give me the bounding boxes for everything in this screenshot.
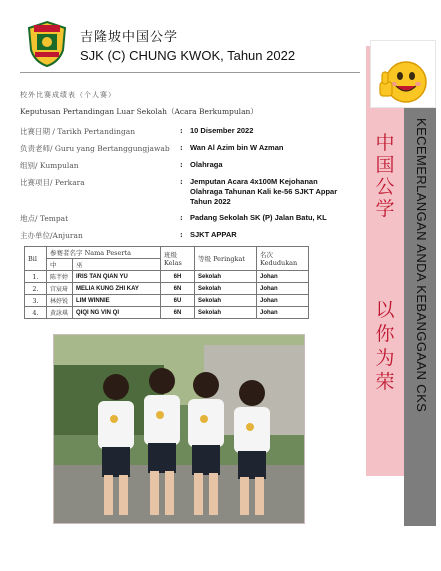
row-kedudukan: Johan	[257, 271, 309, 283]
organizer-value: SJKT APPAR	[190, 230, 237, 239]
event-value: Jemputan Acara 4x100M Kejohanan Olahraga Tahunan Kali ke-56 SJKT Appar Tahun 2022	[190, 177, 338, 206]
group-value: Olahraga	[190, 160, 223, 169]
row-peringkat: Sekolah	[195, 295, 257, 307]
competition-title: Keputusan Pertandingan Luar Sekolah（Acara Berkumpulan）	[20, 107, 258, 116]
date-value: 10 Disember 2022	[190, 126, 254, 135]
team-photo	[53, 334, 305, 524]
organizer-label: 主办单位/Anjuran	[20, 231, 83, 240]
group-label: 组别/ Kumpulan	[20, 161, 79, 170]
row-peringkat: Sekolah	[195, 271, 257, 283]
row-name: QIQI NG VIN QI	[73, 307, 161, 319]
date-label: 比赛日期 / Tarikh Pertandingan	[20, 127, 136, 136]
row-peringkat: Sekolah	[195, 283, 257, 295]
school-name-chinese: 吉隆坡中国公学	[80, 30, 179, 45]
table-header-row	[25, 247, 309, 259]
table-row	[25, 283, 309, 295]
header-divider	[20, 72, 360, 73]
header-kedudukan: 名次 Kedudukan	[257, 247, 309, 271]
vertical-slogan	[406, 118, 434, 478]
teacher-value: Wan Al Azim bin W Azman	[190, 143, 284, 152]
slogan-chinese-bottom: 以 你 为 荣	[375, 299, 395, 393]
row-number: 3.	[25, 295, 47, 307]
row-kedudukan: Johan	[257, 307, 309, 319]
document-title: 校外比赛成绩表（个人赛）	[20, 91, 116, 99]
row-name: LIM WINNIE	[73, 295, 161, 307]
school-name-english: SJK (C) CHUNG KWOK, Tahun 2022	[80, 48, 296, 63]
event-colon: :	[180, 177, 183, 186]
thumbs-up-smiley-icon	[374, 52, 430, 108]
banner-pink-band	[366, 46, 404, 476]
organizer-colon: :	[180, 230, 183, 239]
date-colon: :	[180, 126, 183, 135]
row-kelas: 6N	[161, 283, 195, 295]
row-name-cn: 黄詠琪	[47, 307, 73, 319]
row-peringkat: Sekolah	[195, 307, 257, 319]
row-name: MELIA KUNG ZHI KAY	[73, 283, 161, 295]
row-kelas: 6U	[161, 295, 195, 307]
venue-value: Padang Sekolah SK (P) Jalan Batu, KL	[190, 213, 327, 222]
school-crest-logo	[26, 20, 68, 68]
header-kelas: 班级 Kelas	[161, 247, 195, 271]
venue-colon: :	[180, 213, 183, 222]
row-kedudukan: Johan	[257, 283, 309, 295]
table-row	[25, 271, 309, 283]
table-row	[25, 307, 309, 319]
row-name-cn: 宫宸琦	[47, 283, 73, 295]
row-name: IRIS TAN QIAN YU	[73, 271, 161, 283]
header-peringkat: 等级 Peringkat	[195, 247, 257, 271]
event-label: 比赛项目/ Perkara	[20, 178, 85, 187]
row-kelas: 6N	[161, 307, 195, 319]
header-name: 参赛者名字 Nama Peserta	[47, 247, 161, 259]
header-bil: Bil	[25, 247, 47, 271]
row-number: 1.	[25, 271, 47, 283]
row-number: 2.	[25, 283, 47, 295]
row-name-cn: 陈芊婷	[47, 271, 73, 283]
group-colon: :	[180, 160, 183, 169]
vertical-slogan-text: KECEMERLANGAN ANDA KEBANGGAAN CKS	[414, 118, 429, 413]
results-table	[24, 246, 309, 319]
header-name-en: 巫	[73, 259, 161, 271]
venue-label: 地点/ Tempat	[20, 214, 69, 223]
teacher-colon: :	[180, 143, 183, 152]
slogan-chinese-top: 中 国 公 学	[375, 132, 395, 220]
table-row	[25, 295, 309, 307]
row-kelas: 6H	[161, 271, 195, 283]
row-number: 4.	[25, 307, 47, 319]
header-name-cn: 中	[47, 259, 73, 271]
row-name-cn: 林妤锐	[47, 295, 73, 307]
row-kedudukan: Johan	[257, 295, 309, 307]
teacher-label: 负责老师/ Guru yang Bertanggungjawab	[20, 144, 170, 153]
